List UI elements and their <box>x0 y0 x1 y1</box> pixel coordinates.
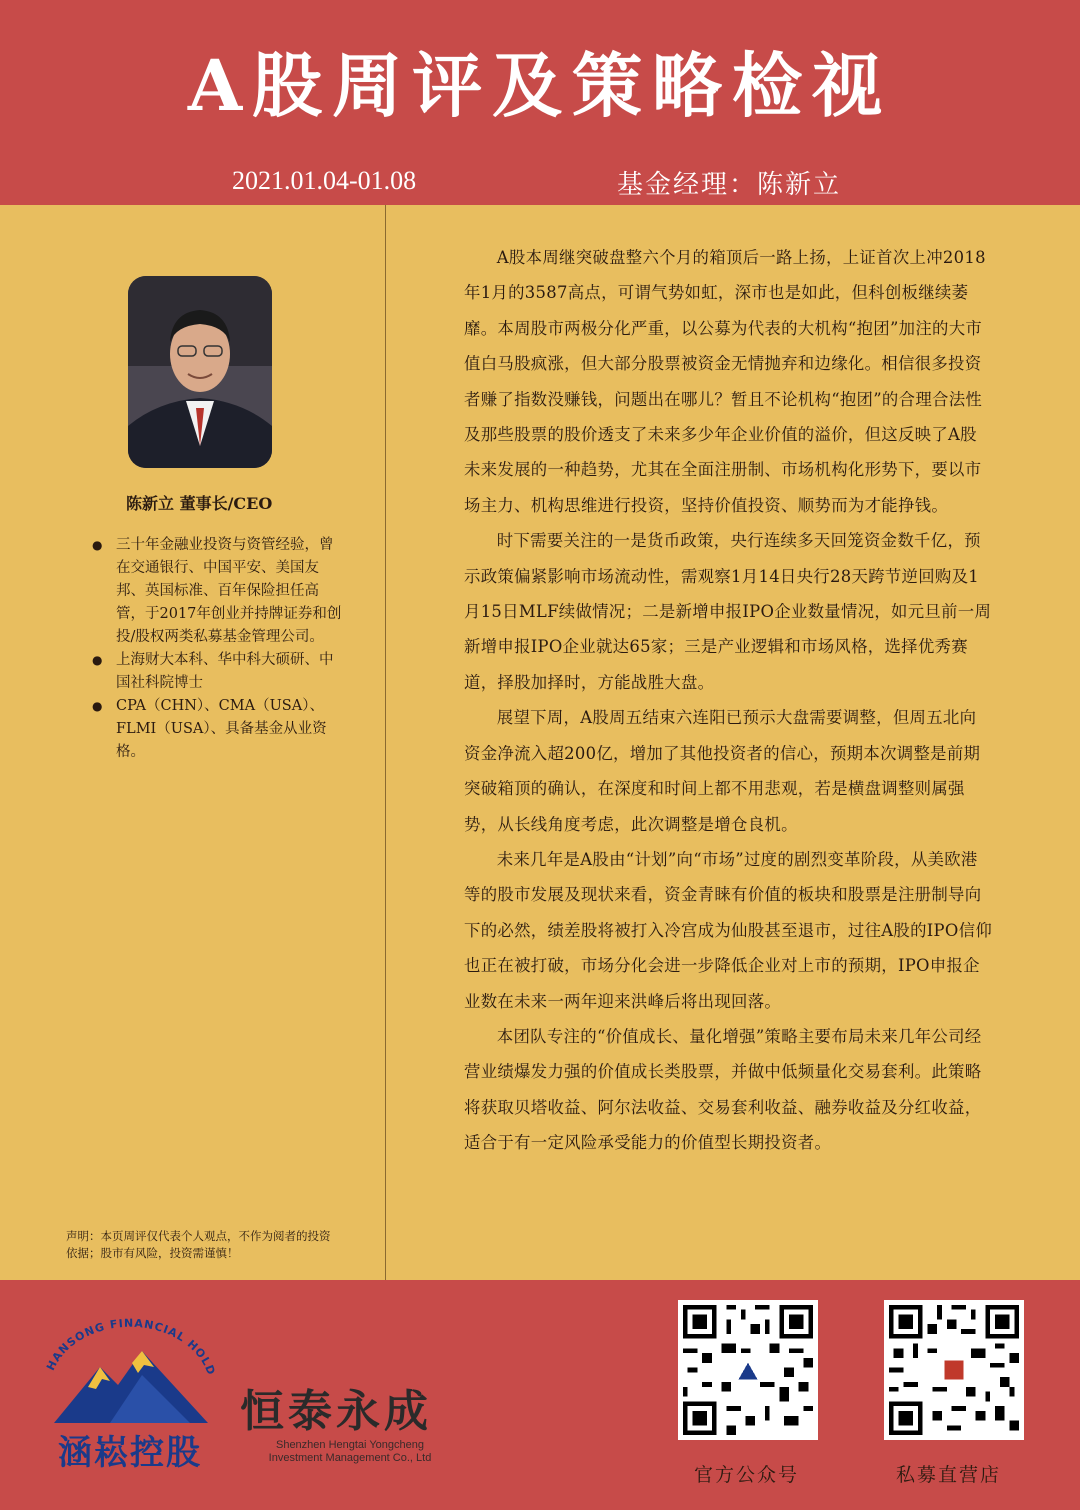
bio-item: ● 上海财大本科、华中科大硕研、中国社科院博士 <box>92 649 346 695</box>
article-paragraph: 本团队专注的“价值成长、量化增强”策略主要布局未来几年公司经营业绩爆发力强的价值成长类股票，并做中低频量化交易套利。此策略将获取贝塔收益、阿尔法收益、交易套利收益、融券收益及分红收益，适合于有一定风险承受能力的价值型长期投资者。 <box>464 1026 982 1153</box>
portrait-photo <box>128 276 272 468</box>
page-title: A股周评及策略检视 <box>187 44 893 127</box>
article-body <box>464 240 992 1161</box>
logo-arc-text: HANSONG FINANCIAL HOLD <box>44 1316 218 1378</box>
bio-item: ● CPA（CHN）、CMA（USA）、FLMI（USA）、具备基金从业资格。 <box>92 695 346 764</box>
qr1-label: 官方公众号 <box>694 1464 800 1486</box>
article-paragraph: 未来几年是A股由“计划”向“市场”过度的剧烈变革阶段，从美欧港等的股市发展及现状来看，资金青睐有价值的板块和股票是注册制导向下的必然，绩差股将被打入冷宫成为仙股甚至退市，过往A股的IPO信仰也正在被打破，市场分化会进一步降低企业对上市的预期，IPO申报企业数在未来一两年迎来洪峰后将出现回落。 <box>464 849 993 1011</box>
hansong-logo <box>40 1305 220 1475</box>
fund-manager: 基金经理：陈新立 <box>617 170 842 200</box>
qr-code-private-store[interactable] <box>884 1300 1024 1440</box>
hengtai-logo <box>240 1375 460 1465</box>
logo2-name: 恒泰永成 <box>240 1386 432 1437</box>
bio-item: ● 三十年金融业投资与资管经验，曾在交通银行、中国平安、美国友邦、英国标准、百年保险担任高管，于2017年创业并持牌证券和创投/股权两类私募基金管理公司。 <box>92 534 346 649</box>
article-paragraph: A股本周继突破盘整六个月的箱顶后一路上扬，上证首次上冲2018年1月的3587高点，可谓气势如虹，深市也是如此，但科创板继续萎靡。本周股市两极分化严重，以公募为代表的大机构“抱团”加注的大市值白马股疯涨，但大部分股票被资金无情抛弃和边缘化。相信很多投资者赚了指数没赚钱，问题出在哪儿？暂且不论机构“抱团”的合理合法性及那些股票的股价透支了未来多少年企业价值的溢价，但这反映了A股未来发展的一种趋势，尤其在全面注册制、市场机构化形势下，要以市场主力、机构思维进行投资，坚持价值投资、顺势而为才能挣钱。 <box>464 248 986 515</box>
qr2-label: 私募直营店 <box>896 1464 1002 1486</box>
article-paragraph: 展望下周，A股周五结束六连阳已预示大盘需要调整，但周五北向资金净流入超200亿，增加了其他投资者的信心，预期本次调整是前期突破箱顶的确认，在深度和时间上都不用悲观，若是横盘调整则属强势，从长线角度考虑，此次调整是增仓良机。 <box>464 708 981 834</box>
portrait-caption: 陈新立 董事长/CEO <box>126 494 273 513</box>
disclaimer: 声明：本页周评仅代表个人观点，不作为阅者的投资依据；股市有风险，投资需谨慎！ <box>66 1229 331 1260</box>
column-divider <box>385 205 386 1280</box>
logo2-en-line1: Shenzhen Hengtai Yongcheng <box>275 1439 425 1451</box>
qr-code-official-account[interactable] <box>678 1300 818 1440</box>
article-paragraph: 时下需要关注的一是货币政策，央行连续多天回笼资金数千亿，预示政策偏紧影响市场流动性，需观察1月14日央行28天跨节逆回购及1月15日MLF续做情况；二是新增申报IPO企业数量情况，如元旦前一周新增申报IPO企业就达65家；三是产业逻辑和市场风格，选择优秀赛道，择股加择时，方能战胜大盘。 <box>464 531 992 692</box>
logo2-en-line2: Investment Management Co., Ltd <box>268 1452 432 1464</box>
svg-text:HANSONG FINANCIAL HOLDINGS <box>40 1305 218 1377</box>
date-range: 2021.01.04-01.08 <box>232 166 417 195</box>
logo1-name: 涵崧控股 <box>58 1433 202 1473</box>
bio-list <box>92 534 346 764</box>
